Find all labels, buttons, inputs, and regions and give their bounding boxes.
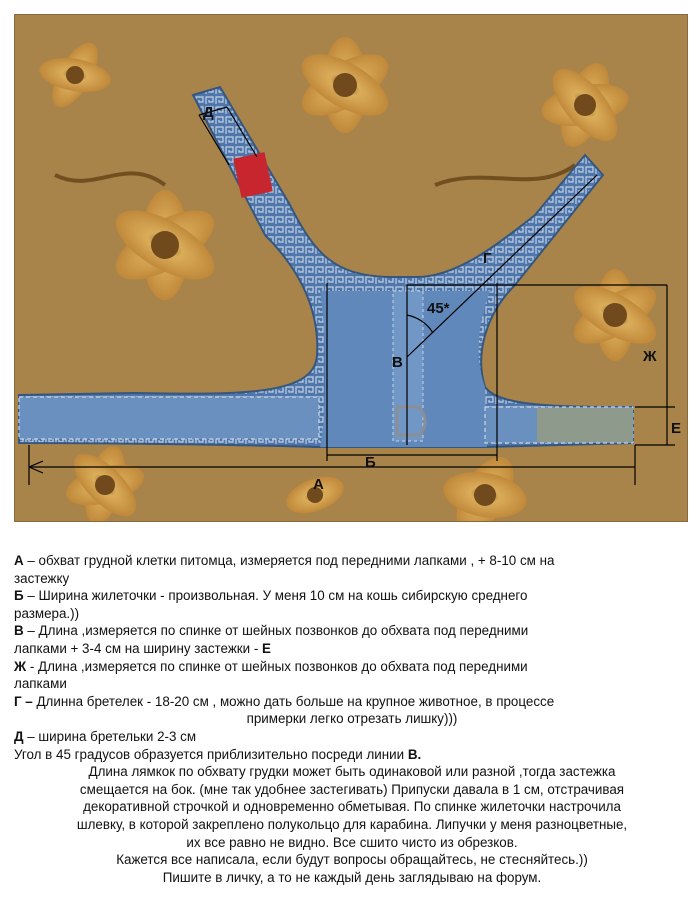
- text-d: – ширина бретельки 2-3 см: [23, 728, 197, 744]
- text-g: Длинна бретелек - 18-20 см , можно дать больше на крупное животное, в процессе: [32, 693, 555, 709]
- legend-v: [14, 622, 690, 640]
- legend-b: [14, 587, 690, 605]
- key-a: А: [14, 553, 24, 568]
- key-v-angle: В.: [407, 746, 422, 762]
- harness-diagram: [15, 15, 687, 521]
- key-e: Е: [262, 640, 271, 656]
- note-p2: смещается на бок. (мне так удобнее застегивать) Припуски давала в 1 см, отстрачивая: [79, 781, 625, 797]
- note-p6: Кажется все написала, если будут вопросы обращайтесь, не стесняйтесь.)): [116, 852, 588, 868]
- legend-b-2: размера.)): [14, 605, 80, 621]
- note-p3: декоративной строчкой и одновременно обметывая. По спинке жилеточки настрочила: [83, 799, 621, 815]
- label-v: В: [392, 354, 403, 371]
- text-v-2: лапками + 3-4 см на ширину застежки -: [14, 640, 263, 656]
- key-zh: Ж: [14, 658, 27, 674]
- harness-photo: [14, 14, 688, 522]
- note-p4: шлевку, в которой закреплено полукольцо для карабина. Липучки у меня разноцветные,: [76, 816, 628, 832]
- legend-a-2: застежку: [14, 570, 70, 586]
- label-g: Г: [483, 250, 492, 267]
- key-d: Д: [14, 728, 24, 744]
- text-v: – Длина ,измеряется по спинке от шейных позвонков до обхвата под передними: [23, 623, 529, 639]
- note-p7: Пишите в личку, а то не каждый день заглядываю на форум.: [162, 869, 542, 885]
- legend-g: [14, 693, 690, 711]
- legend-zh: [14, 658, 690, 676]
- angle-text: Угол в 45 градусов образуется приблизительно посреди линии: [14, 746, 408, 762]
- legend-v-2: [14, 640, 690, 658]
- text-b: – Ширина жилеточки - произвольная. У меня 10 см на кошь сибирскую среднего: [23, 588, 528, 604]
- gray-velcro: [537, 408, 633, 442]
- legend-g-2: примерки легко отрезать лишку))): [246, 711, 458, 727]
- label-zh: Ж: [643, 348, 657, 365]
- note-p5: их все равно не видно. Все сшито чисто из обрезков.: [186, 834, 518, 850]
- key-b: Б: [14, 588, 24, 604]
- text-zh: - Длина ,измеряется по спинке от шейных позвонков до обхвата под передними: [26, 658, 528, 674]
- label-a: А: [313, 476, 324, 493]
- legend-zh-2: лапками: [14, 676, 67, 692]
- label-e: Е: [671, 420, 682, 437]
- label-angle: 45*: [427, 300, 450, 317]
- angle-note: [14, 746, 690, 764]
- legend-d: [14, 728, 690, 746]
- left-strap: [19, 397, 319, 439]
- label-d: Д: [203, 104, 214, 121]
- label-b: Б: [365, 454, 376, 471]
- note-p1: Длина лямкок по обхвату грудки может быть одинаковой или разной ,тогда застежка: [88, 764, 616, 780]
- legend-text: [14, 552, 690, 886]
- legend-a: [14, 552, 690, 570]
- key-v: В: [14, 623, 24, 639]
- key-g: Г –: [14, 693, 33, 709]
- text-a: – обхват грудной клетки питомца, измеряется под передними лапками , + 8-10 см на: [23, 553, 555, 568]
